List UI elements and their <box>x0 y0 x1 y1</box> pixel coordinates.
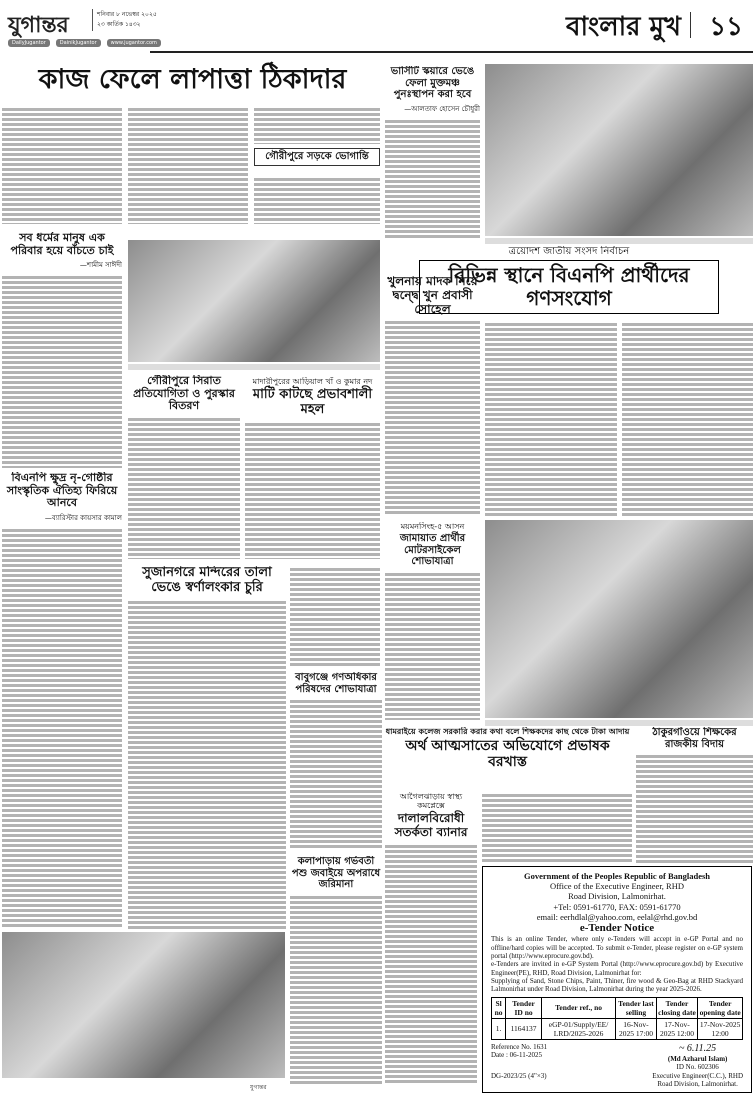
madaripur-kicker: মাদারীপুরের আড়িয়াল খাঁ ও কুমার নদ <box>252 377 373 386</box>
table-row: 1. 1164137 eGP-01/Supply/EE/ LRD/2025-2026 16-Nov-2025 17:00 17-Nov-2025 12:00 17-Nov-2025 12:00 <box>492 1018 743 1039</box>
babuganj-headline: বাবুগঞ্জে গণঅধিকার পরিষদের শোভাযাত্রা <box>295 672 377 695</box>
sirat-headline: গৌরীপুরে সিরাত প্রতিযোগিতা ও পুরস্কার বিতরণ <box>133 375 235 413</box>
dhamrai-headline: অর্থ আত্মসাতের অভিযোগে প্রভাষক বরখাস্ত <box>405 738 610 771</box>
varsity-headline: ভার্সিটি স্কয়ারে ভেঙে ফেলা মুক্তমঞ্চ পুনঃস্থাপন করা হবে <box>390 66 475 100</box>
tender-date: Date : 06-11-2025 <box>491 1051 543 1060</box>
religion-headline: সব ধর্মের মানুষ এক পরিবার হয়ে বাঁচতে চাই <box>10 232 114 257</box>
signature: ~ 6.11.25 <box>679 1042 717 1054</box>
thakurgaon-headline: ঠাকুরগাঁওয়ে শিক্ষকের রাজকীয় বিদায় <box>652 727 737 750</box>
date-line: শনিবার ৮ নভেম্বর ২০২৫ <box>97 11 157 18</box>
bengali-date-line: ২৩ কার্তিক ১৪৩২ <box>97 21 141 28</box>
mymensingh-kicker: ময়মনসিংহ-৫ আসন <box>400 522 465 531</box>
tender-para-3: Supplying of Sand, Stone Chips, Paint, Thiner, fire wood & Geo-Bag at RHD Stackyard Lalmonirhat under Road Division, Lalmonirhat during the year 2025-2026. <box>491 977 743 994</box>
kalapara-headline: কলাপাড়ায় গর্ভবতী পশু জবাইয়ে অপরাধে জরিমানা <box>291 856 381 890</box>
tender-para-2: e-Tenders are invited in e-GP System Portal (http://www.eprocure.gov.bd) by Executive Engineer(PE), RHD, Road Division, Lalmonirhat for: <box>491 960 743 977</box>
tender-office: Office of the Executive Engineer, RHD <box>549 881 685 892</box>
tender-division: Road Division, Lalmonirhat. <box>568 891 666 902</box>
inset-headline: গৌরীপুরে সড়কে ভোগান্তি <box>254 148 380 166</box>
election-headline: বিভিন্ন স্থানে বিএনপি প্রার্থীদের গণসংযোগ <box>419 260 719 314</box>
mymensingh-headline: জামায়াত প্রার্থীর মোটরসাইকেল শোভাযাত্রা <box>399 533 466 568</box>
photo-credit: যুগান্তর <box>250 1084 267 1091</box>
religion-byline: —শামীম সাঈদী <box>79 261 122 270</box>
masthead-logo: যুগান্তর <box>8 13 69 38</box>
twitter-link[interactable]: DainikJugantor <box>56 39 101 47</box>
festival-stage-photo <box>2 932 285 1078</box>
agailjhara-kicker: আগৈলঝাড়ায় স্বাস্থ্য কমপ্লেক্সে <box>399 792 463 811</box>
election-kicker: ত্রয়োদশ জাতীয় সংসদ নির্বাচন <box>508 246 630 257</box>
dhamrai-kicker: ধামরাইয়ে কলেজ সরকারি করার কথা বলে শিক্ষকদের কাছ থেকে টাকা আদায় <box>385 727 630 736</box>
section-title: বাংলার মুখ <box>566 12 681 42</box>
khulna-headline: খুলনায় মাদক নিয়ে দ্বন্দ্বে খুন প্রবাসী সোহেল <box>387 275 478 316</box>
tender-email: email: eerhdlal@yahoo.com, eelal@rhd.gov.bd <box>536 911 698 922</box>
page-number: ১১ <box>709 12 743 42</box>
sirat-award-photo <box>128 240 380 362</box>
facebook-link[interactable]: DailyJugantor <box>8 39 50 47</box>
rickshaw-rally-photo <box>485 520 753 718</box>
bnp-culture-headline: বিএনপি ক্ষুদ্র নৃ-গোষ্ঠীর সাংস্কৃতিক ঐতিহ্য ফিরিয়ে আনবে <box>6 472 118 510</box>
website-link[interactable]: www.jugantor.com <box>107 39 161 47</box>
bnp-culture-byline: —ব্যারিস্টার কায়সার কামাল <box>44 513 122 522</box>
sujanagar-headline: সুজানগরে মন্দিরের তালা ভেঙে স্বর্ণালংকার চুরি <box>142 566 272 595</box>
tender-ref: Reference No. 1631 <box>491 1042 548 1051</box>
agailjhara-headline: দালালবিরোধী সতর্কতা ব্যানার <box>394 811 468 840</box>
e-tender-notice: Government of the Peoples Republic of Bangladesh Office of the Executive Engineer, RHD Road Division, Lalmonirhat. +Tel: 0591-61770, FAX: 0591-61770 email: eerhdlal@yahoo.com, eelal@rhd.gov.bd e-Tender Notice This is an online Tender, where only e-Tenders will accept in e-GP Portal and no offline/hard copies will be accepted. To submit e-Tender, please register on e-GP system portal (http://www.eprocure.gov.bd). e-Tenders are invited in e-GP System Portal (http://www.eprocure.gov.bd) by Executive Engineer(PE), RHD, Road Division, Lalmonirhat for: Supplying of Sand, Stone Chips, Paint, Thiner, fire wood & Geo-Bag at RHD Stackyard Lalmonirhat under Road Division, Lalmonirhat during the year 2025-2026. Sl no Tender ID no Tender ref., no Tender last selling Tender closing date Tender opening date 1. 1164137 eGP-01/Supply/EE/ LRD/2025-2026 16-Nov-2025 17:00 17-Nov-2025 12:00 17-Nov-2025 12:00 Reference No. 1631 Date : 06-11-2025 DG-2023/25 (4"×3) ~ 6.11.25 (Md Azharul Islam) ID No. 602306 Executive Engineer(C.C.), RHD Road Division, Lalmonirhat. <box>482 866 752 1093</box>
tender-phone: +Tel: 0591-61770, FAX: 0591-61770 <box>553 901 681 912</box>
tender-title: e-Tender Notice <box>579 921 655 934</box>
procession-photo <box>485 64 753 236</box>
madaripur-headline: মাটি কাটছে প্রভাবশালী মহল <box>252 387 373 418</box>
varsity-byline: —আলতাফ হোসেন চৌধুরী <box>404 104 480 113</box>
tender-govt: Government of the Peoples Republic of Bangladesh <box>523 871 711 881</box>
lead-headline: কাজ ফেলে লাপাত্তা ঠিকাদার <box>38 64 347 95</box>
tender-table: Sl no Tender ID no Tender ref., no Tender last selling Tender closing date Tender opening date 1. 1164137 eGP-01/Supply/EE/ LRD/2025-2026 16-Nov-2025 17:00 17-Nov-2025 12:00 17-Nov-2025 12:00 <box>491 997 743 1040</box>
tender-para-1: This is an online Tender, where only e-Tenders will accept in e-GP Portal and no offline/hard copies will be accepted. To submit e-Tender, please register on e-GP system portal (http://www.eprocure.gov.bd). <box>491 935 743 960</box>
tender-dg: DG-2023/25 (4"×3) <box>491 1071 547 1080</box>
